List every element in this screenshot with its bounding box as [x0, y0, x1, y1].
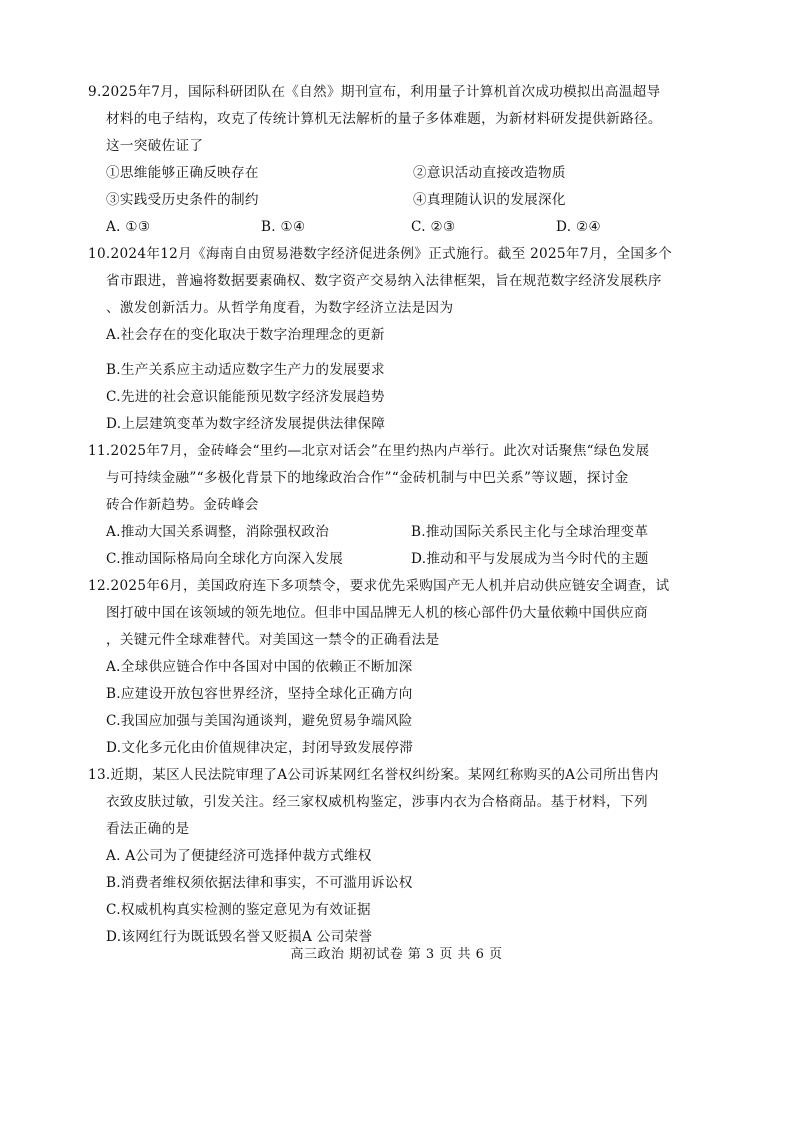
question-number: 13.: [88, 767, 111, 783]
statement-4: ④真理随认识的发展深化: [413, 192, 566, 208]
question-stem-text: 2024年12月《海南自由贸易港数字经济促进条例》正式施行。截至 2025年7月，全国多个: [110, 246, 673, 262]
question-stem-text: 2025年7月，金砖峰会“里约—北京对话会”在里约热内卢举行。此次对话聚焦“绿色发展: [110, 443, 650, 459]
question-stem-text: 近期，某区人民法院审理了A公司诉某网红名誉权纠纷案。某网红称购买的A公司所出售内: [110, 767, 659, 783]
option-c: C.推动国际格局向全球化方向深入发展: [106, 551, 344, 567]
question-12-line-1: [88, 577, 669, 595]
question-number: 12.: [88, 578, 111, 594]
question-number: 9.: [88, 84, 102, 100]
option-b: B.应建设开放包容世界经济，坚持全球化正确方向: [106, 686, 413, 702]
option-b: B.生产关系应主动适应数字生产力的发展要求: [106, 362, 385, 378]
question-stem-text: 省市跟进，普遍将数据要素确权、数字资产交易纳入法律框架，旨在规范数字经济发展秩序: [106, 273, 662, 289]
option-d: D. ②④: [556, 219, 601, 235]
question-13-line-1: [88, 766, 659, 784]
option-c: C.我国应加强与美国沟通谈判，避免贸易争端风险: [106, 713, 413, 729]
question-stem-text: 这一突破佐证了: [106, 138, 204, 154]
option-d: D.文化多元化由价值规律决定，封闭导致发展停滞: [106, 740, 414, 756]
question-stem-text: 材料的电子结构，攻克了传统计算机无法解析的量子多体难题，为新材料研发提供新路径。: [106, 111, 662, 127]
question-stem-text: ，关键元件全球难替代。对美国这一禁令的正确看法是: [106, 632, 440, 648]
option-c: C.先进的社会意识能能预见数字经济发展趋势: [106, 389, 385, 405]
statement-2: ②意识活动直接改造物质: [413, 165, 566, 181]
statement-1: ①思维能够正确反映存在: [106, 165, 259, 181]
question-stem-text: 2025年6月，美国政府连下多项禁令，要求优先采购国产无人机并启动供应链安全调查，试: [110, 578, 670, 594]
question-stem-text: 衣致皮肤过敏，引发关注。经三家权威机构鉴定，涉事内衣为合格商品。基于材料，下列: [106, 794, 648, 810]
option-b: B. ①④: [261, 219, 306, 235]
question-10-line-1: [88, 245, 672, 263]
option-c: C. ②③: [411, 219, 456, 235]
option-a: A.全球供应链合作中各国对中国的依赖正不断加深: [106, 659, 413, 675]
statement-3: ③实践受历史条件的制约: [106, 192, 259, 208]
option-c: C.权威机构真实检测的鉴定意见为有效证据: [106, 902, 371, 918]
option-a: A. ①③: [106, 219, 151, 235]
question-9-line-1: [88, 83, 660, 101]
option-d: D.推动和平与发展成为当今时代的主题: [411, 551, 649, 567]
question-stem-text: 图打破中国在该领域的领先地位。但非中国品牌无人机的核心部件仍大量依赖中国供应商: [106, 605, 648, 621]
option-d: D.该网红行为既诋毁名誉又贬损A 公司荣誉: [106, 929, 373, 945]
option-d: D.上层建筑变革为数字经济发展提供法律保障: [106, 416, 386, 432]
question-stem-text: 与可持续金融”“多极化背景下的地缘政治合作”“金砖机制与中巴关系”等议题，探讨金: [106, 470, 629, 486]
question-11-line-1: [88, 442, 649, 460]
option-b: B.推动国际关系民主化与全球治理变革: [411, 524, 649, 540]
question-number: 10.: [88, 246, 111, 262]
question-stem-text: 2025年7月，国际科研团队在《自然》期刊宣布，利用量子计算机首次成功模拟出高温超导: [101, 84, 661, 100]
question-stem-text: 、激发创新活力。从哲学角度看，为数字经济立法是因为: [106, 300, 454, 316]
option-a: A.社会存在的变化取决于数字治理理念的更新: [106, 327, 385, 343]
option-a: A. A公司为了便捷经济可选择仲裁方式维权: [106, 848, 372, 864]
question-number: 11.: [88, 443, 111, 459]
page-footer: 高三政治 期初试卷 第 3 页 共 6 页: [290, 947, 503, 962]
question-stem-text: 砖合作新趋势。金砖峰会: [106, 497, 259, 513]
option-b: B.消费者维权须依据法律和事实，不可滥用诉讼权: [106, 875, 413, 891]
question-stem-text: 看法正确的是: [106, 821, 190, 837]
option-a: A.推动大国关系调整，消除强权政治: [106, 524, 330, 540]
